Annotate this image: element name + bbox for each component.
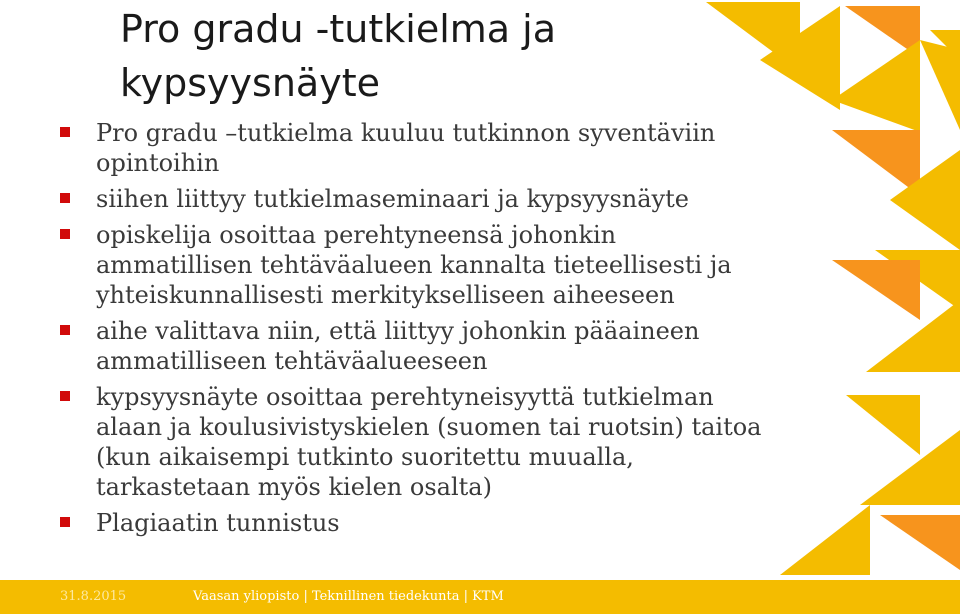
deco-triangle — [832, 40, 920, 132]
bullet-square-icon — [60, 517, 70, 527]
bullet-item — [60, 316, 780, 376]
deco-triangle — [920, 40, 960, 130]
deco-triangle — [832, 260, 920, 320]
bullet-square-icon — [60, 229, 70, 239]
bullet-square-icon — [60, 127, 70, 137]
bullet-text: siihen liittyy tutkielmaseminaari ja kypsyysnäyte — [96, 185, 689, 213]
deco-triangle — [880, 515, 960, 570]
deco-triangle — [846, 395, 920, 455]
bullet-list — [60, 118, 780, 544]
bullet-item — [60, 508, 780, 538]
bullet-text: Pro gradu –tutkielma kuuluu tutkinnon syventäviin opintoihin — [96, 119, 716, 177]
bullet-item — [60, 220, 780, 310]
bullet-item — [60, 382, 780, 502]
bullet-text: aihe valittava niin, että liittyy johonkin pääaineen ammatilliseen tehtäväalueeseen — [96, 317, 700, 375]
decorative-triangles — [690, 0, 960, 580]
footer-text: Vaasan yliopisto | Teknillinen tiedekunta | KTM — [193, 589, 504, 604]
footer-bar — [0, 580, 960, 614]
bullet-text: opiskelija osoittaa perehtyneensä johonkin ammatillisen tehtäväalueen kannalta tieteellisesti ja yhteiskunnallisesti merkitykselliseen aiheeseen — [96, 221, 732, 309]
footer-date: 31.8.2015 — [60, 589, 127, 604]
bullet-text: Plagiaatin tunnistus — [96, 509, 340, 537]
bullet-square-icon — [60, 193, 70, 203]
slide-title: Pro gradu -tutkielma ja kypsyysnäyte — [120, 7, 556, 105]
bullet-text: kypsyysnäyte osoittaa perehtyneisyyttä tutkielman alaan ja koulusivistyskielen (suomen tai ruotsin) taitoa (kun aikaisempi tutkinto suoritettu muualla, tarkastetaan myös kielen osalta) — [96, 383, 762, 501]
bullet-square-icon — [60, 391, 70, 401]
bullet-item — [60, 184, 780, 214]
bullet-square-icon — [60, 325, 70, 335]
deco-triangle — [780, 505, 870, 575]
bullet-item — [60, 118, 780, 178]
deco-triangle — [832, 130, 920, 196]
